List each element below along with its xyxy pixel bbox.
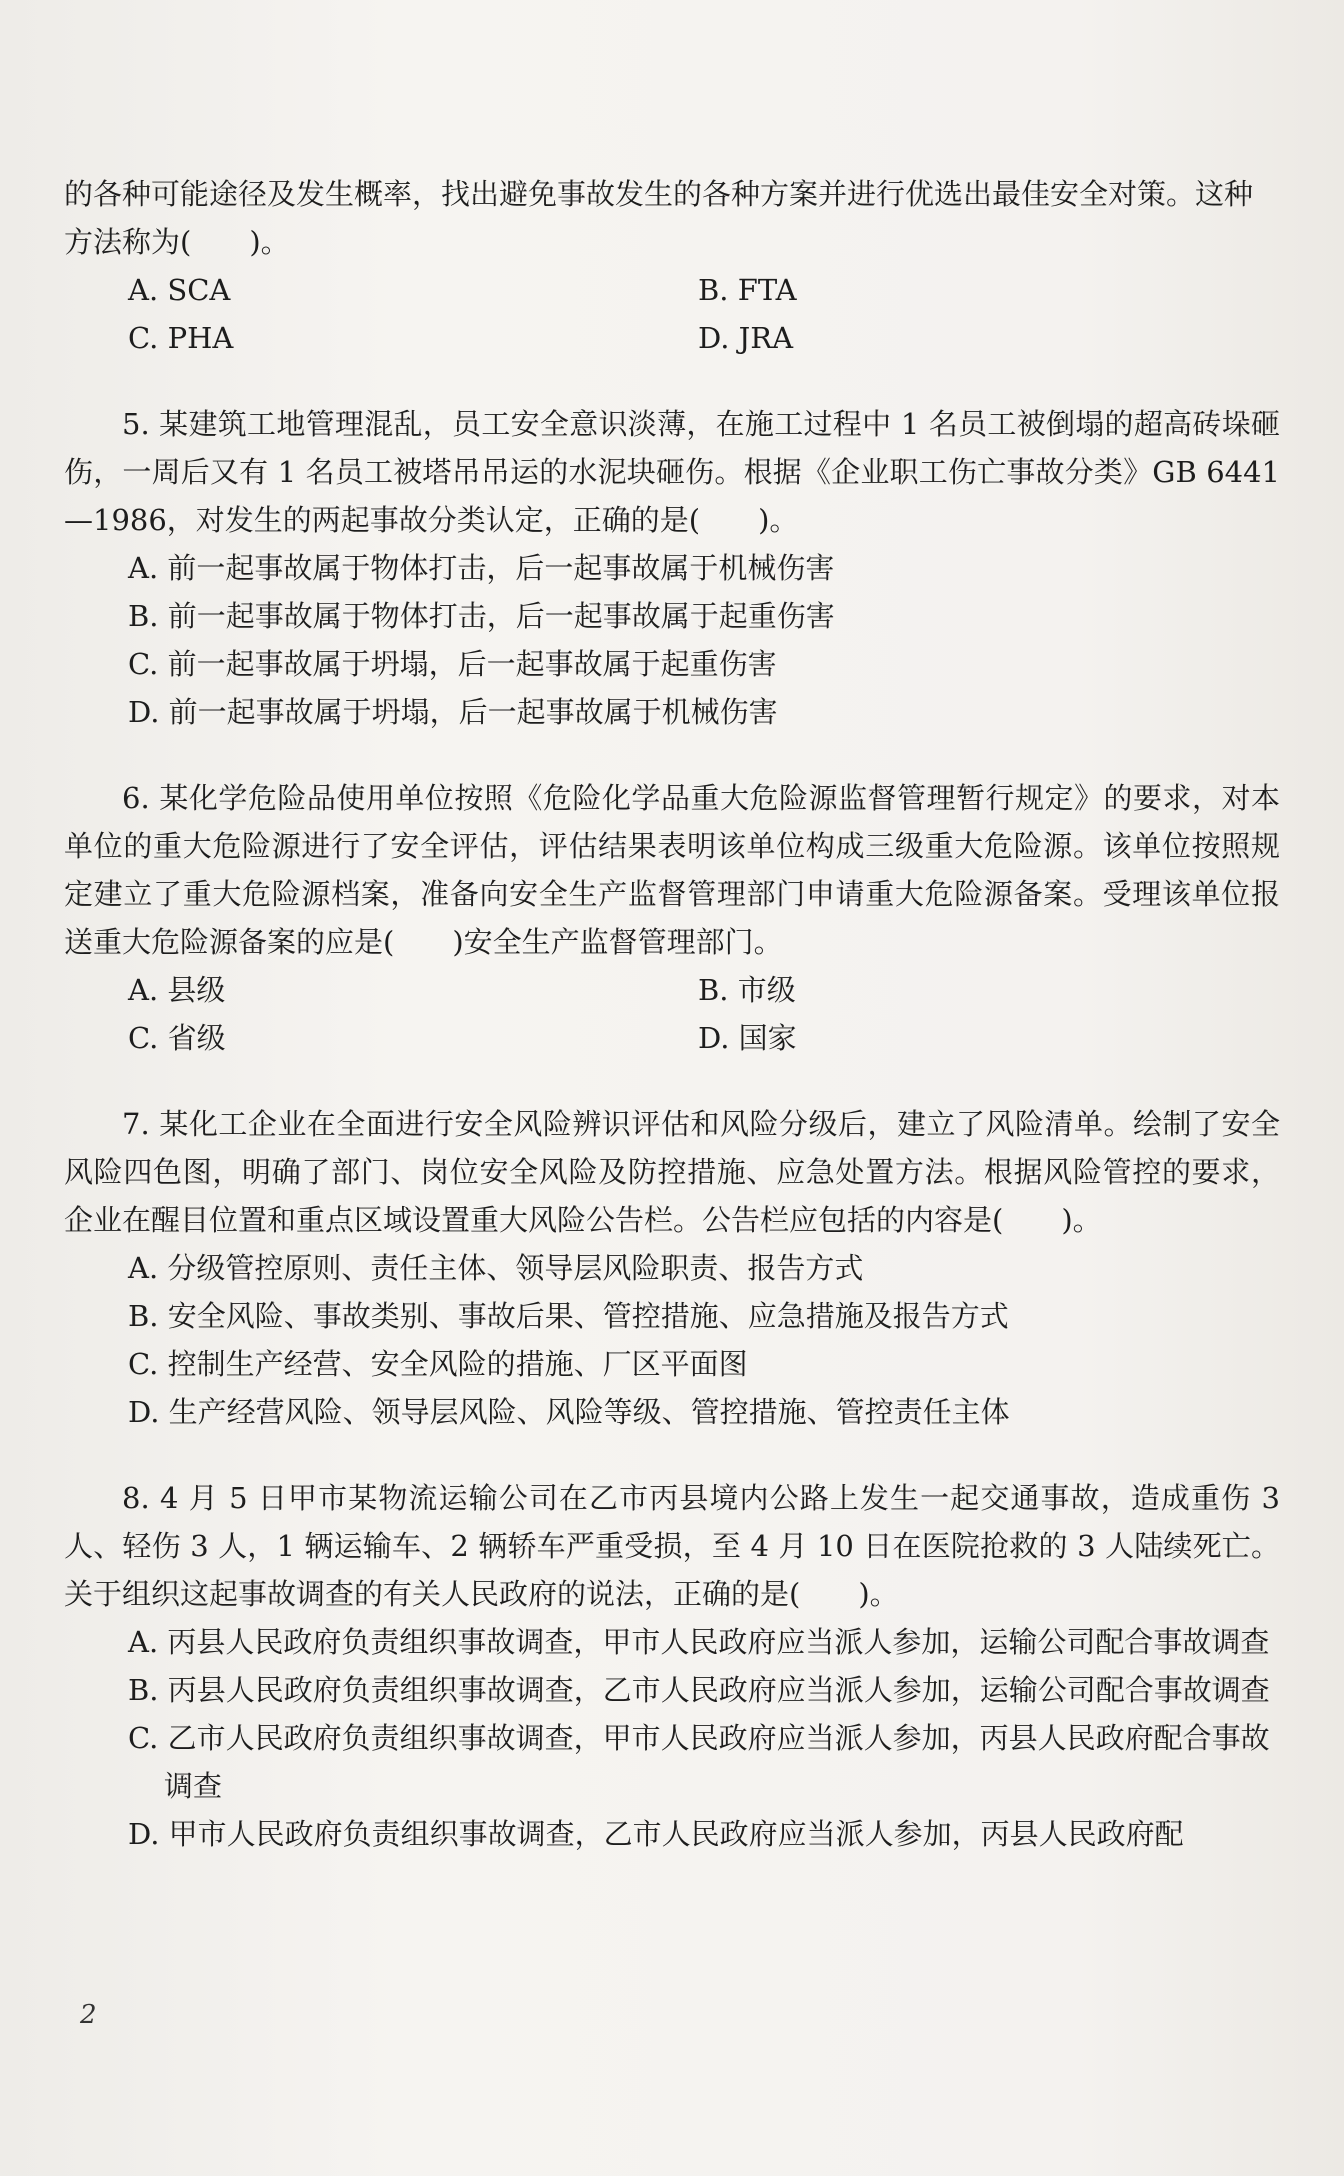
option-d: D. 国家 (698, 1021, 797, 1055)
question-6-stem: 6. 某化学危险品使用单位按照《危险化学品重大危险源监督管理暂行规定》的要求，对本单位的重大危险源进行了安全评估，评估结果表明该单位构成三级重大危险源。该单位按照规定建立了重大危险源档案，准备向安全生产监督管理部门申请重大危险源备案。受理该单位报送重大危险源备案的应是( )安全生产监督管理部门。 (64, 781, 1280, 959)
option-a: A. 前一起事故属于物体打击，后一起事故属于机械伤害 (128, 551, 835, 585)
option-b: B. 市级 (698, 973, 796, 1007)
page-number: 2 (80, 2000, 97, 2030)
option-a: A. SCA (128, 273, 231, 307)
question-6 (64, 774, 1280, 1062)
question-7-stem: 7. 某化工企业在全面进行安全风险辨识评估和风险分级后，建立了风险清单。绘制了安全风险四色图，明确了部门、岗位安全风险及防控措施、应急处置方法。根据风险管控的要求，企业在醒目位置和重点区域设置重大风险公告栏。公告栏应包括的内容是( )。 (64, 1107, 1280, 1237)
option-b: B. 安全风险、事故类别、事故后果、管控措施、应急措施及报告方式 (128, 1299, 1009, 1333)
question-6-options (64, 966, 1280, 1062)
question-4-tail (64, 170, 1280, 362)
option-d: D. 生产经营风险、领导层风险、风险等级、管控措施、管控责任主体 (128, 1395, 1010, 1429)
option-a: A. 分级管控原则、责任主体、领导层风险职责、报告方式 (128, 1251, 864, 1285)
option-d: D. 甲市人民政府负责组织事故调查，乙市人民政府应当派人参加，丙县人民政府配 (128, 1817, 1184, 1851)
option-d: D. 前一起事故属于坍塌，后一起事故属于机械伤害 (128, 695, 778, 729)
option-b: B. 丙县人民政府负责组织事故调查，乙市人民政府应当派人参加，运输公司配合事故调查 (128, 1673, 1270, 1707)
question-8-options (64, 1618, 1280, 1858)
question-8 (64, 1474, 1280, 1858)
option-c: C. 控制生产经营、安全风险的措施、厂区平面图 (128, 1347, 748, 1381)
option-c: C. 省级 (128, 1021, 226, 1055)
question-4-options (64, 266, 1280, 362)
question-8-stem: 8. 4 月 5 日甲市某物流运输公司在乙市丙县境内公路上发生一起交通事故，造成重伤 3 人、轻伤 3 人，1 辆运输车、2 辆轿车严重受损，至 4 月 10 日在医院抢救的 3 人陆续死亡。关于组织这起事故调查的有关人民政府的说法，正确的是( )。 (64, 1481, 1280, 1611)
question-5 (64, 400, 1280, 736)
option-c: C. 前一起事故属于坍塌，后一起事故属于起重伤害 (128, 647, 777, 681)
question-4-stem-tail: 的各种可能途径及发生概率，找出避免事故发生的各种方案并进行优选出最佳安全对策。这种方法称为( )。 (64, 177, 1254, 259)
option-a: A. 县级 (128, 973, 226, 1007)
question-7 (64, 1100, 1280, 1436)
option-c: C. PHA (128, 321, 234, 355)
question-5-stem: 5. 某建筑工地管理混乱，员工安全意识淡薄，在施工过程中 1 名员工被倒塌的超高砖垛砸伤，一周后又有 1 名员工被塔吊吊运的水泥块砸伤。根据《企业职工伤亡事故分类》GB 6441—1986，对发生的两起事故分类认定，正确的是( )。 (64, 407, 1280, 537)
option-a: A. 丙县人民政府负责组织事故调查，甲市人民政府应当派人参加，运输公司配合事故调查 (128, 1625, 1270, 1659)
option-b: B. FTA (698, 273, 797, 307)
question-5-options (64, 544, 1280, 736)
option-d: D. JRA (698, 321, 794, 355)
option-c: C. 乙市人民政府负责组织事故调查，甲市人民政府应当派人参加，丙县人民政府配合事故调查 (128, 1721, 1270, 1803)
option-b: B. 前一起事故属于物体打击，后一起事故属于起重伤害 (128, 599, 835, 633)
question-7-options (64, 1244, 1280, 1436)
